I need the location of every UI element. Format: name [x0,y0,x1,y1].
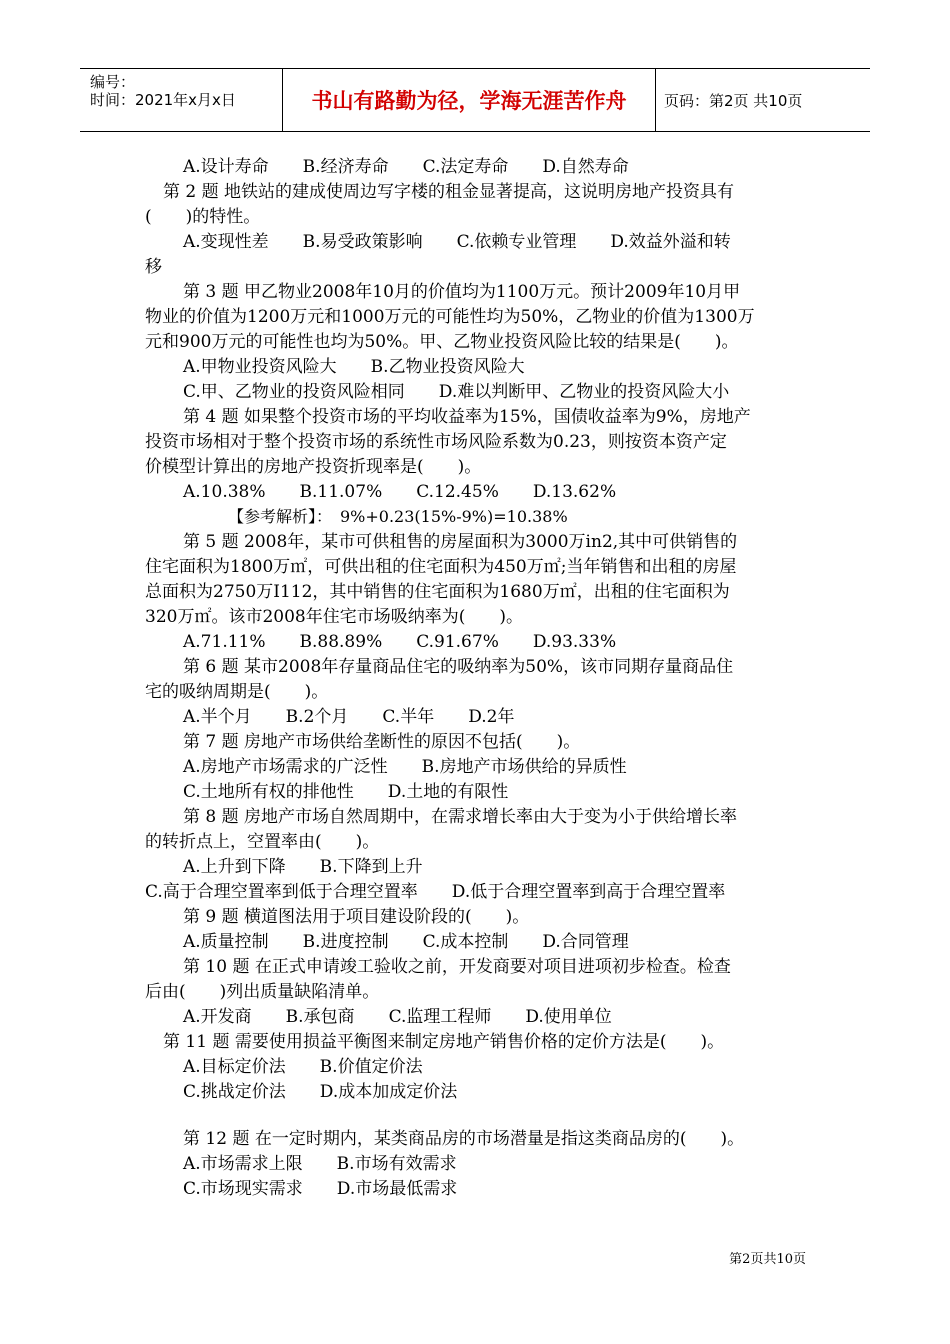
header-page-info: 页码：第2页 共10页 [664,91,803,110]
text-line: A.目标定价法 B.价值定价法 [183,1057,423,1077]
text-line: A.设计寿命 B.经济寿命 C.法定寿命 D.自然寿命 [183,157,629,177]
text-line: 320万㎡。该市2008年住宅市场吸纳率为( )。 [145,607,523,627]
document-number-label: 编号： [90,73,136,91]
text-line: C.高于合理空置率到低于合理空置率 D.低于合理空置率到高于合理空置率 [145,882,726,902]
page-footer: 第2页共10页 [729,1252,806,1267]
text-line: 元和900万元的可能性也均为50%。甲、乙物业投资风险比较的结果是( )。 [145,332,739,352]
text-line: C.市场现实需求 D.市场最低需求 [183,1179,458,1199]
text-line: C.甲、乙物业的投资风险相同 D.难以判断甲、乙物业的投资风险大小 [183,382,730,402]
text-line: A.甲物业投资风险大 B.乙物业投资风险大 [183,357,525,377]
text-line: 宅的吸纳周期是( )。 [145,682,329,702]
text-line: A.71.11% B.88.89% C.91.67% D.93.33% [183,632,617,652]
text-line: 第 5 题 2008年，某市可供租售的房屋面积为3000万in2,其中可供销售的 [183,532,738,552]
text-line: A.10.38% B.11.07% C.12.45% D.13.62% [183,482,617,502]
text-line: 第 12 题 在一定时期内，某类商品房的市场潜量是指这类商品房的( )。 [183,1129,745,1149]
text-line: A.半个月 B.2个月 C.半年 D.2年 [183,707,515,727]
text-line: 投资市场相对于整个投资市场的系统性市场风险系数为0.23，则按资本资产定 [145,432,727,452]
text-line: 第 9 题 横道图法用于项目建设阶段的( )。 [183,907,530,927]
text-line: 第 11 题 需要使用损益平衡图来制定房地产销售价格的定价方法是( )。 [163,1032,725,1052]
text-line: C.挑战定价法 D.成本加成定价法 [183,1082,458,1102]
text-line: A.开发商 B.承包商 C.监理工程师 D.使用单位 [183,1007,612,1027]
page-header [80,68,870,132]
document-date-label: 时间：2021年x月x日 [90,91,236,109]
text-line: ( )的特性。 [145,207,261,227]
text-line: A.市场需求上限 B.市场有效需求 [183,1154,457,1174]
text-line: 的转折点上，空置率由( )。 [145,832,380,852]
text-line: 第 10 题 在正式申请竣工验收之前，开发商要对项目进项初步检查。检查 [183,957,731,977]
text-line: 第 4 题 如果整个投资市场的平均收益率为15%，国债收益率为9%，房地产 [183,407,751,427]
text-line: 移 [145,257,162,277]
text-line: 第 7 题 房地产市场供给垄断性的原因不包括( )。 [183,732,581,752]
text-line: 后由( )列出质量缺陷清单。 [145,982,380,1002]
reference-analysis: 【参考解析】： 9%+0.23(15%-9%)=10.38% [228,507,568,526]
text-line: A.房地产市场需求的广泛性 B.房地产市场供给的异质性 [183,757,627,777]
text-line: C.土地所有权的排他性 D.土地的有限性 [183,782,509,802]
text-line: A.质量控制 B.进度控制 C.成本控制 D.合同管理 [183,932,629,952]
text-line: 第 3 题 甲乙物业2008年10月的价值均为1100万元。预计2009年10月甲 [183,282,741,302]
text-line: 第 8 题 房地产市场自然周期中，在需求增长率由大于变为小于供给增长率 [183,807,738,827]
header-motto: 书山有路勤为径，学海无涯苦作舟 [282,69,656,131]
text-line: 物业的价值为1200万元和1000万元的可能性均为50%，乙物业的价值为1300万 [145,307,755,327]
text-line: 第 2 题 地铁站的建成使周边写字楼的租金显著提高，这说明房地产投资具有 [163,182,735,202]
text-line: A.变现性差 B.易受政策影响 C.依赖专业管理 D.效益外溢和转 [183,232,731,252]
header-meta [80,69,282,131]
text-line: 总面积为2750万I112，其中销售的住宅面积为1680万㎡，出租的住宅面积为 [145,582,730,602]
text-line: A.上升到下降 B.下降到上升 [183,857,423,877]
text-line: 住宅面积为1800万㎡，可供出租的住宅面积为450万㎡;当年销售和出租的房屋 [145,557,737,577]
text-line: 第 6 题 某市2008年存量商品住宅的吸纳率为50%，该市同期存量商品住 [183,657,734,677]
text-line: 价模型计算出的房地产投资折现率是( )。 [145,457,482,477]
